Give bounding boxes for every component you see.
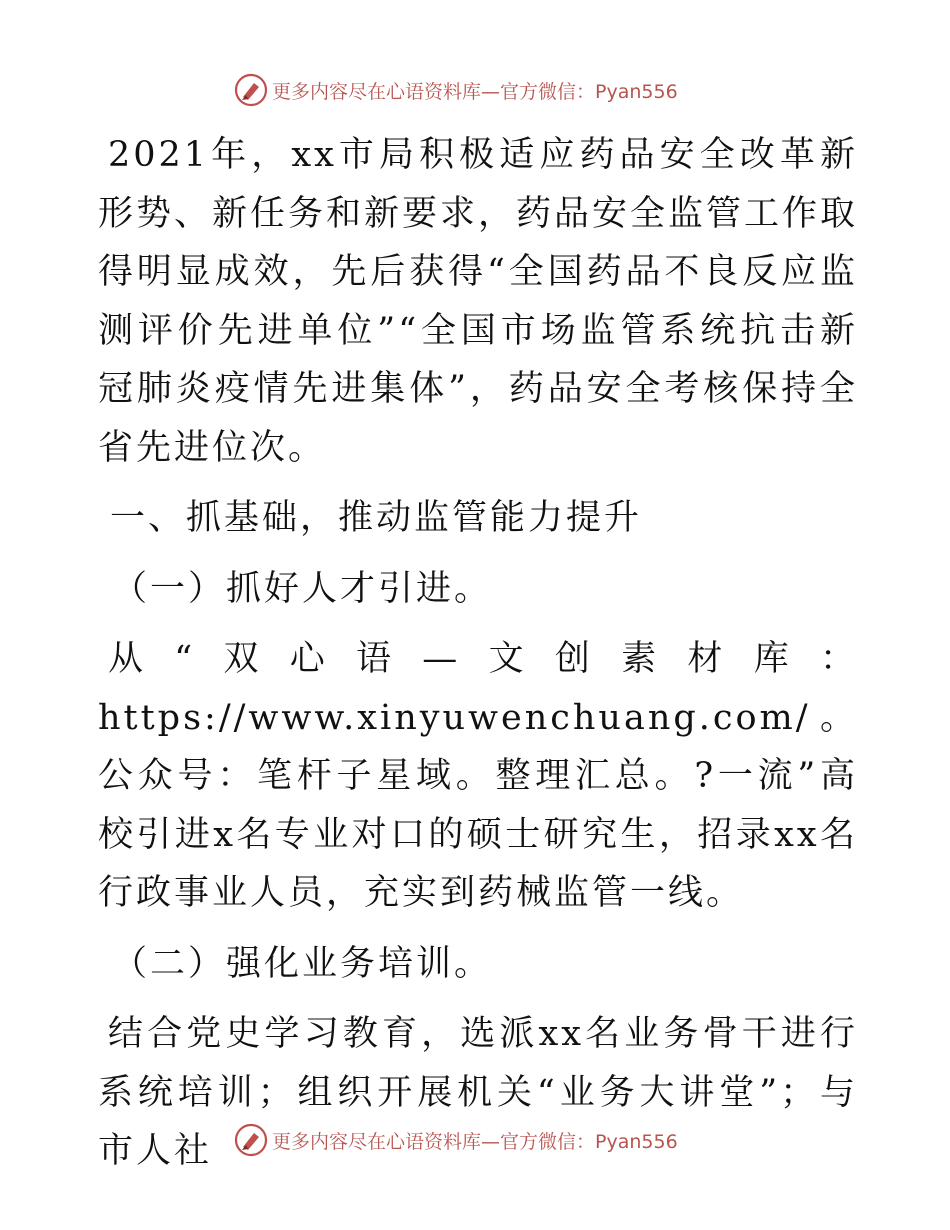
watermark-text: 更多内容尽在心语资料库—官方微信：Pyan556 [272,80,678,103]
document-body [98,126,858,1193]
watermark-footer [234,1120,678,1160]
section-heading: 一、抓基础，推动监管能力提升 [110,498,643,538]
watermark-header [234,70,678,110]
paragraph-talent: 从“双心语—文创素材库：https://www.xinyuwenchuang.com/。公众号：笔杆子星域。整理汇总。?一流”高校引进x名专业对口的硕士研究生，招录xx名行政事业人员，充实到药械监管一线。 [98,639,858,913]
watermark-text: 更多内容尽在心语资料库—官方微信：Pyan556 [272,1130,678,1153]
subsection-heading-2: （二）强化业务培训。 [112,943,493,984]
brand-logo-icon [234,1123,268,1157]
subsection-heading-1: （一）抓好人才引进。 [112,568,493,609]
brand-logo-icon [234,73,268,107]
paragraph-training: 结合党史学习教育，选派xx名业务骨干进行系统培训；组织开展机关“业务大讲堂”；与市人社 [98,1014,858,1171]
intro-paragraph: 2021年，xx市局积极适应药品安全改革新形势、新任务和新要求，药品安全监管工作取得明显成效，先后获得“全国药品不良反应监测评价先进单位”“全国市场监管系统抗击新冠肺炎疫情先进集体”，药品安全考核保持全省先进位次。 [98,135,859,468]
